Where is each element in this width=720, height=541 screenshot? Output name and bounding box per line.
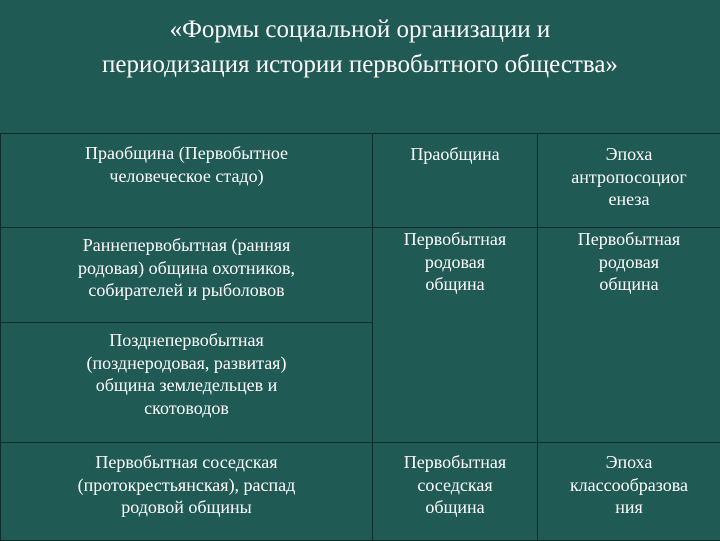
table-cell <box>373 134 538 228</box>
cell-text: Первобытная соседская община <box>373 443 537 519</box>
table-cell <box>538 443 720 541</box>
cell-text: Первобытная родовая община <box>373 228 537 296</box>
slide-title <box>0 12 720 82</box>
cell-text: Праобщина (Первобытное человеческое стадо) <box>1 134 372 187</box>
cell-text: Первобытная соседская (протокрестьянская), распад родовой общины <box>1 443 372 519</box>
cell-text: Праобщина <box>373 134 537 166</box>
cell-text: Эпоха классообразова ния <box>538 443 720 519</box>
table-cell <box>1 443 373 541</box>
table-cell <box>1 228 373 323</box>
cell-text: Первобытная родовая община <box>538 228 720 296</box>
table-cell <box>1 323 373 443</box>
cell-text: Позднепервобытная (позднеродовая, развитая) община земледельцев и скотоводов <box>1 323 372 419</box>
table-cell <box>373 443 538 541</box>
table-cell <box>538 134 720 228</box>
slide-title-line-1: «Формы социальной организации и <box>0 12 720 47</box>
table-row <box>1 443 720 541</box>
table-cell <box>1 134 373 228</box>
slide-title-line-2: периодизация истории первобытного общества» <box>0 47 720 82</box>
table-cell-merged <box>538 228 720 443</box>
table-row <box>1 228 720 323</box>
periodization-table <box>0 133 720 541</box>
table-cell-merged <box>373 228 538 443</box>
table-row <box>1 134 720 228</box>
cell-text: Эпоха антропосоциог енеза <box>538 134 720 211</box>
cell-text: Раннепервобытная (ранняя родовая) община охотников, собирателей и рыболовов <box>1 228 372 302</box>
